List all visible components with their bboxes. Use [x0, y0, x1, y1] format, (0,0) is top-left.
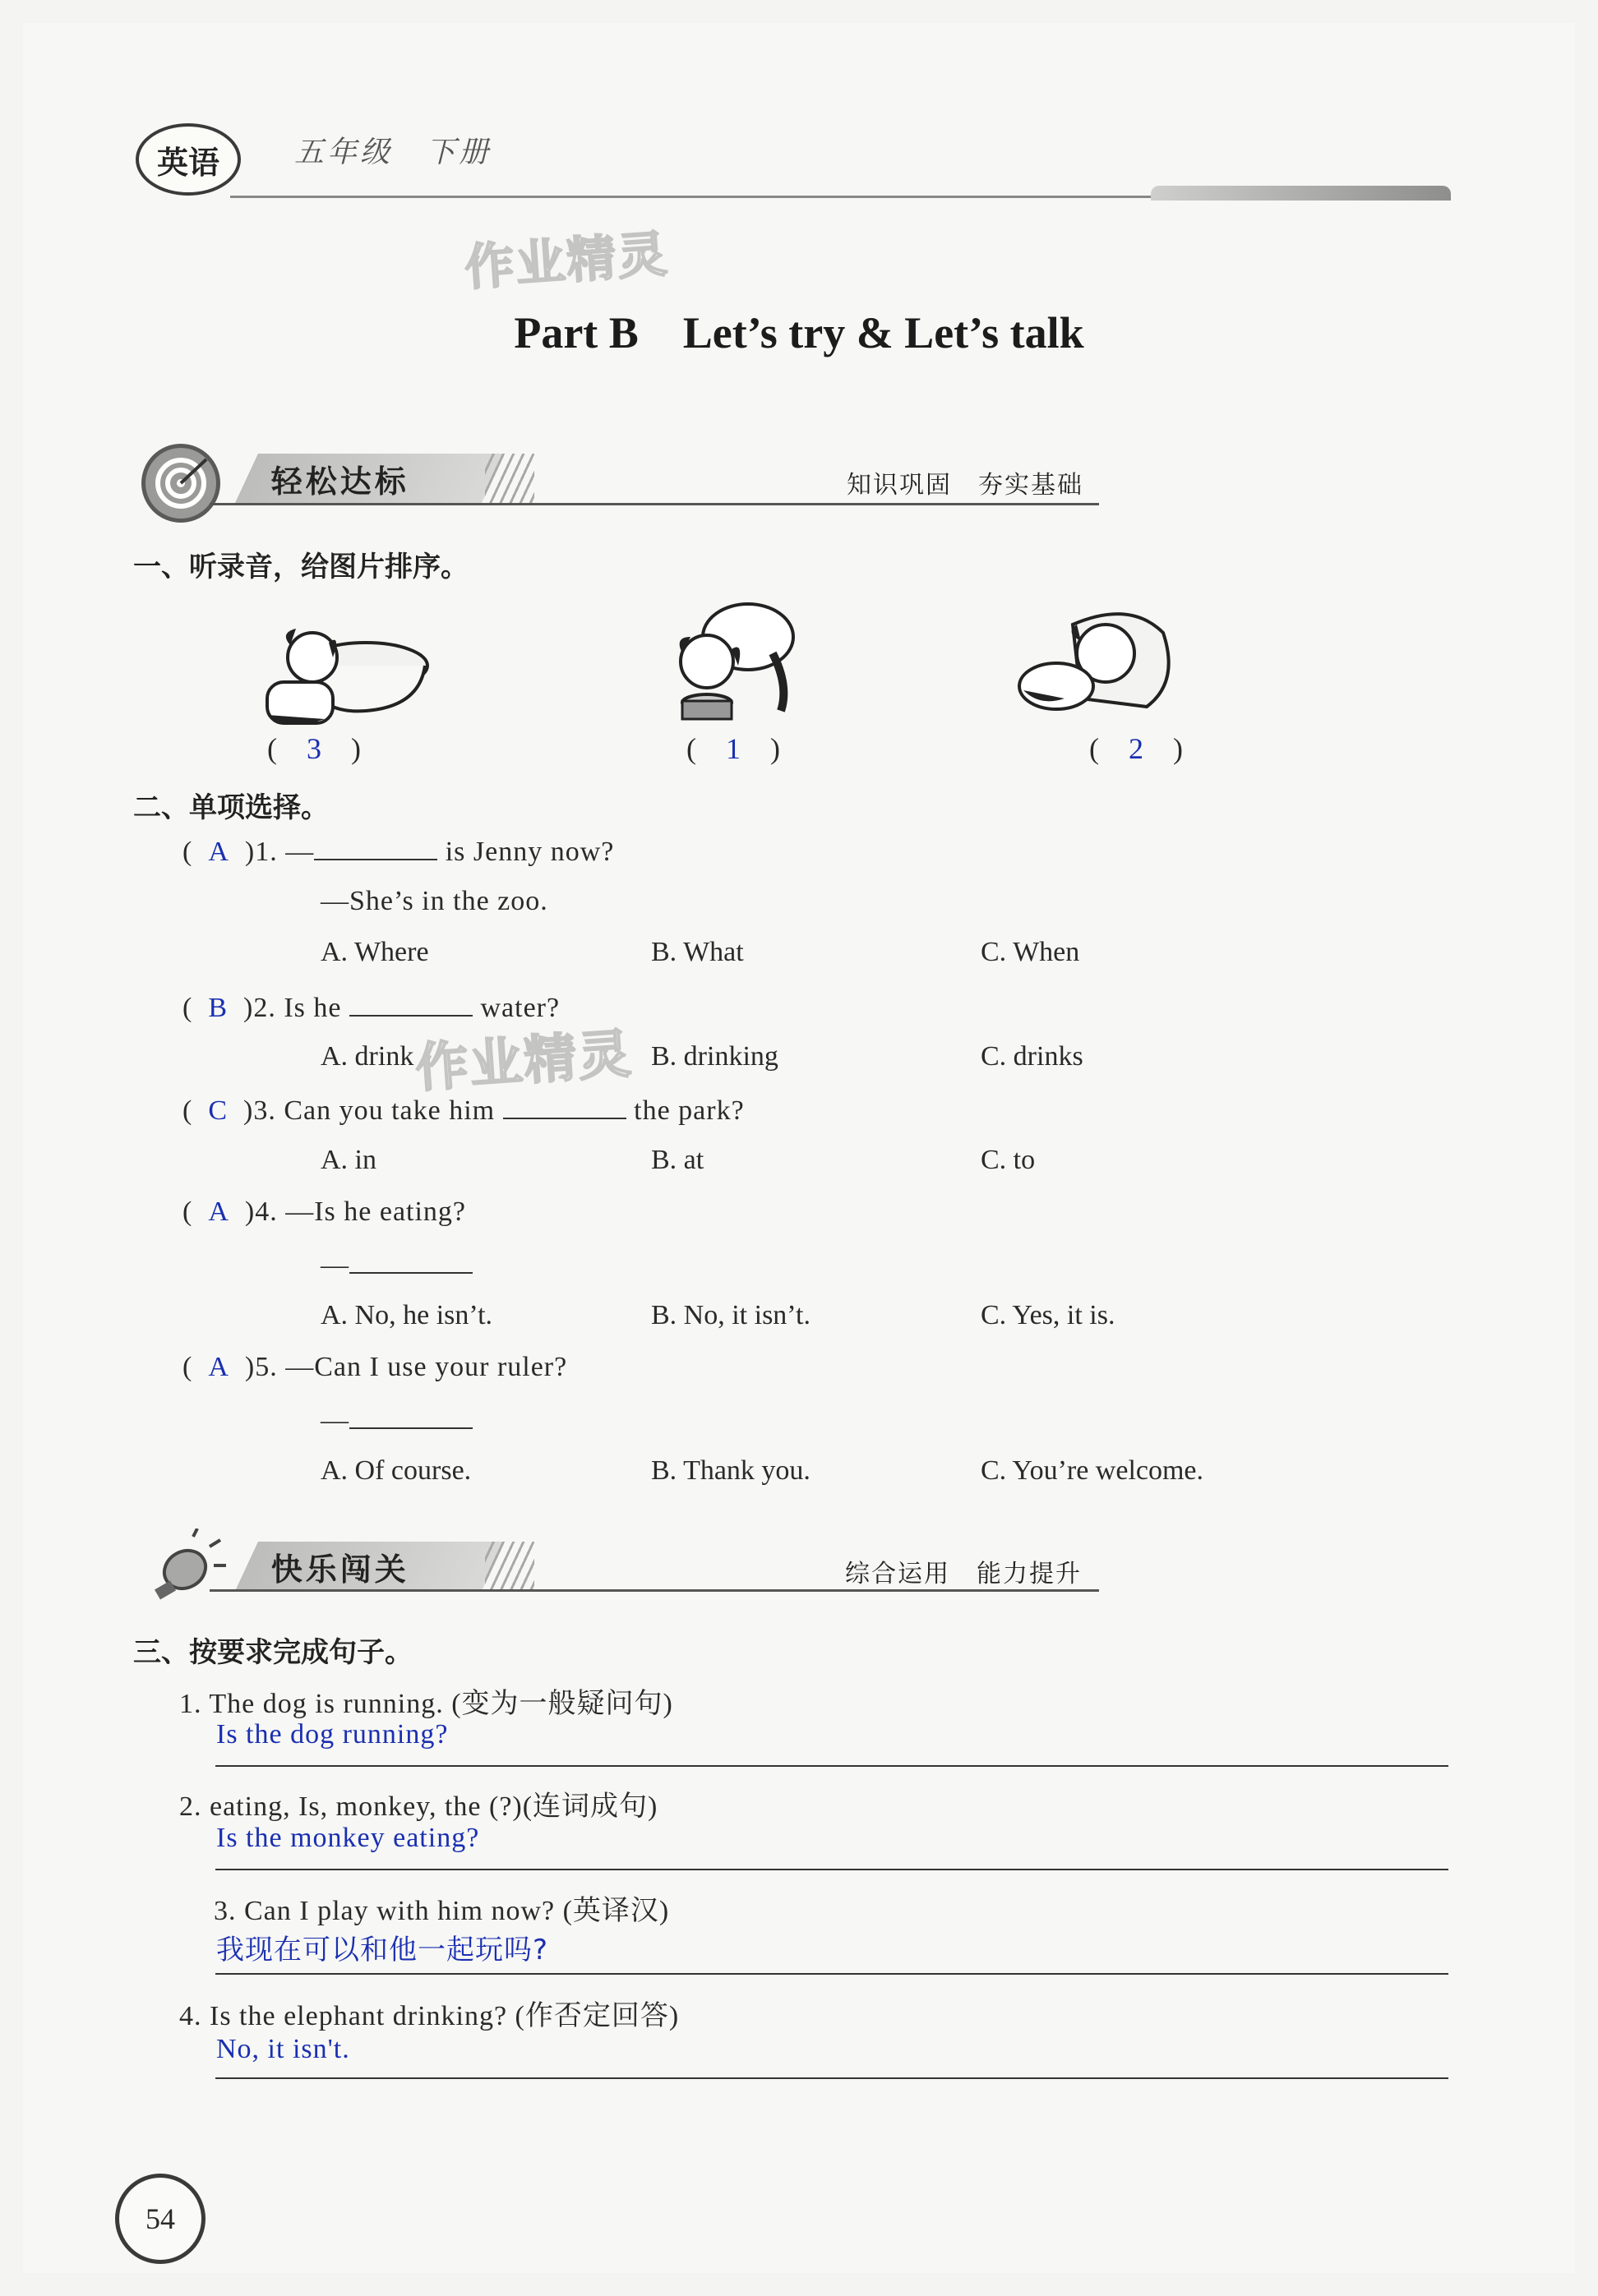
- sentence-prompt-2: 2. eating, Is, monkey, the (?)(连词成句): [179, 1791, 658, 1822]
- watermark: 作业精灵: [463, 225, 671, 297]
- mc-item-3: ( C )3. Can you take him the park?: [182, 1093, 745, 1127]
- answer-line-2: [215, 1869, 1448, 1870]
- section1-line: [210, 503, 1099, 505]
- mc-option-4a: A. No, he isn’t.: [321, 1300, 493, 1330]
- section2-label: 快乐闯关: [271, 1551, 410, 1588]
- answer-line-3: [215, 1973, 1448, 1975]
- mc-answer-5: A: [208, 1352, 229, 1382]
- section2-subtitle: 综合运用 能力提升: [845, 1560, 1082, 1588]
- mc-item-4: ( A )4. —Is he eating?: [182, 1196, 467, 1227]
- section1-subtitle: 知识巩固 夯实基础: [847, 471, 1083, 500]
- mc-option-4c: C. Yes, it is.: [981, 1300, 1115, 1330]
- mc-option-2a: A. drink: [321, 1041, 414, 1072]
- section-label: [235, 454, 505, 503]
- mc-option-1b: B. What: [651, 937, 744, 967]
- mc-item-5: ( A )5. —Can I use your ruler?: [182, 1352, 568, 1382]
- sentence-answer-4: No, it isn't.: [216, 2034, 350, 2064]
- mc-item-2: ( B )2. Is he water?: [182, 990, 560, 1024]
- subject-logo: 英语: [136, 123, 241, 196]
- answer-line-4: [215, 2077, 1448, 2079]
- mc-reply-4: —: [321, 1247, 473, 1281]
- sentence-answer-3: 我现在可以和他一起玩吗?: [216, 1934, 549, 1966]
- mc-option-2b: B. drinking: [651, 1041, 778, 1072]
- target-icon: [141, 444, 220, 523]
- label-stripes-2: [485, 1542, 534, 1591]
- mc-option-1c: C. When: [981, 937, 1080, 967]
- picture-answer-3: ( 2 ): [1089, 732, 1183, 765]
- q2-heading: 二、单项选择。: [133, 791, 329, 824]
- mc-option-3a: A. in: [321, 1145, 376, 1175]
- mc-option-3b: B. at: [651, 1145, 704, 1175]
- section1-label: 轻松达标: [271, 463, 410, 500]
- sentence-prompt-3: 3. Can I play with him now? (英译汉): [214, 1896, 670, 1926]
- sentence-answer-1: Is the dog running?: [216, 1719, 449, 1750]
- page-title: Part B Let’s try & Let’s talk: [514, 308, 1084, 357]
- mc-reply-5: —: [321, 1403, 473, 1436]
- mc-answer-4: A: [208, 1196, 229, 1227]
- dog-sleeping-icon: [1007, 592, 1188, 731]
- mc-answer-3: C: [208, 1095, 229, 1126]
- q3-heading: 三、按要求完成句子。: [133, 1636, 413, 1669]
- sentence-prompt-4: 4. Is the elephant drinking? (作否定回答): [179, 2001, 680, 2031]
- grade-label: 五年级 下册: [294, 136, 492, 169]
- mc-option-5c: C. You’re welcome.: [981, 1455, 1204, 1486]
- q1-heading: 一、听录音，给图片排序。: [133, 551, 469, 583]
- mc-option-3c: C. to: [981, 1145, 1036, 1175]
- section-label-2: [235, 1542, 505, 1591]
- dog-eating-icon: [649, 588, 830, 727]
- mc-option-4b: B. No, it isn’t.: [651, 1300, 811, 1330]
- sentence-answer-2: Is the monkey eating?: [216, 1823, 480, 1853]
- page-number: 54: [115, 2174, 206, 2264]
- mc-item-1: ( A )1. — is Jenny now?: [182, 834, 614, 868]
- mc-option-5a: A. Of course.: [321, 1455, 472, 1486]
- answer-line-1: [215, 1765, 1448, 1767]
- mc-reply-1: —She’s in the zoo.: [321, 886, 548, 916]
- mc-answer-2: B: [208, 993, 229, 1023]
- section2-line: [210, 1589, 1099, 1592]
- watermark-2: 作业精灵: [413, 1023, 635, 1100]
- mc-option-2c: C. drinks: [981, 1041, 1083, 1072]
- sentence-prompt-1: 1. The dog is running. (变为一般疑问句): [179, 1689, 673, 1719]
- mc-answer-1: A: [208, 837, 229, 867]
- picture-answer-1: ( 3 ): [267, 732, 361, 765]
- header-bar: [1151, 186, 1451, 201]
- dog-bath-icon: [251, 600, 432, 740]
- mc-option-5b: B. Thank you.: [651, 1455, 811, 1486]
- picture-answer-2: ( 1 ): [686, 732, 780, 765]
- mc-option-1a: A. Where: [321, 937, 429, 967]
- label-stripes: [485, 454, 534, 503]
